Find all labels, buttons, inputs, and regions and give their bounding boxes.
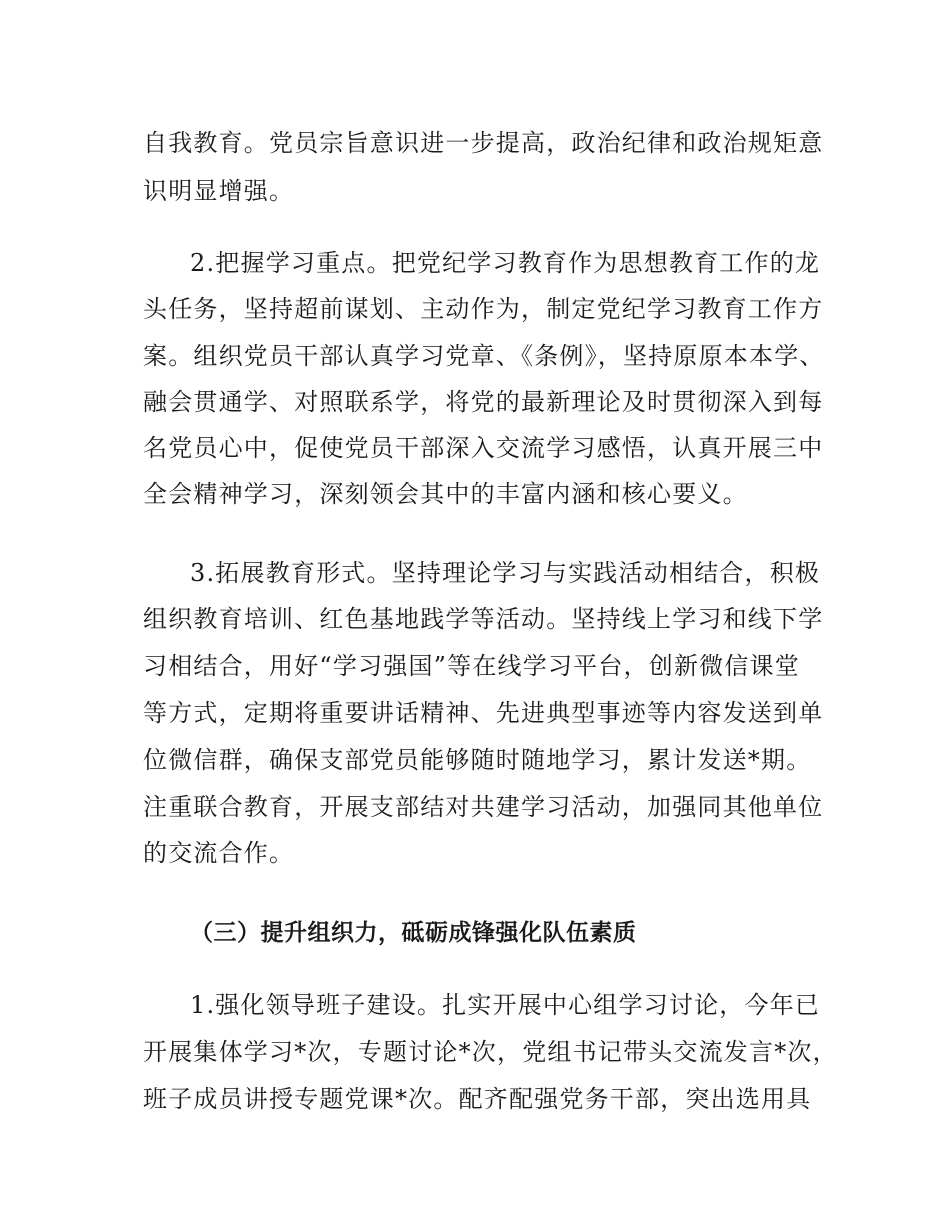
paragraph-3-line-5: 位微信群，确保支部党员能够随时随地学习，累计发送*期。 xyxy=(143,746,812,774)
paragraph-4-line-1: 1.强化领导班子建设。扎实开展中心组学习讨论，今年已 xyxy=(190,991,821,1019)
paragraph-2-line-6: 全会精神学习，深刻领会其中的丰富内涵和核心要义。 xyxy=(143,480,748,508)
paragraph-2-line-2: 头任务，坚持超前谋划、主动作为，制定党纪学习教育工作方 xyxy=(143,295,824,323)
paragraph-3-line-3: 习相结合，用好“学习强国”等在线学习平台，创新微信课堂 xyxy=(143,652,800,680)
paragraph-2-line-4: 融会贯通学、对照联系学，将党的最新理论及时贯彻深入到每 xyxy=(143,388,824,416)
paragraph-2-line-5: 名党员心中，促使党员干部深入交流学习感悟，认真开展三中 xyxy=(143,434,824,462)
paragraph-3-line-1: 3.拓展教育形式。坚持理论学习与实践活动相结合，积极 xyxy=(190,559,821,587)
paragraph-2-line-1: 2.把握学习重点。把党纪学习教育作为思想教育工作的龙 xyxy=(190,249,821,277)
paragraph-2-line-3: 案。组织党员干部认真学习党章、《条例》，坚持原原本本学、 xyxy=(143,342,825,370)
paragraph-3-line-6: 注重联合教育，开展支部结对共建学习活动，加强同其他单位 xyxy=(143,793,824,821)
paragraph-4-line-2: 开展集体学习*次，专题讨论*次，党组书记带头交流发言*次， xyxy=(143,1038,838,1066)
section-heading: （三）提升组织力，砥砺成锋强化队伍素质 xyxy=(190,920,637,946)
paragraph-1-line-2: 识明显增强。 xyxy=(143,177,295,205)
paragraph-1-line-1: 自我教育。党员宗旨意识进一步提高，政治纪律和政治规矩意 xyxy=(143,129,824,157)
paragraph-4-line-3: 班子成员讲授专题党课*次。配齐配强党务干部，突出选用具 xyxy=(143,1085,812,1113)
paragraph-3-line-4: 等方式，定期将重要讲话精神、先进典型事迹等内容发送到单 xyxy=(143,699,824,727)
paragraph-3-line-7: 的交流合作。 xyxy=(143,839,295,867)
paragraph-3-line-2: 组织教育培训、红色基地践学等活动。坚持线上学习和线下学 xyxy=(143,605,824,633)
